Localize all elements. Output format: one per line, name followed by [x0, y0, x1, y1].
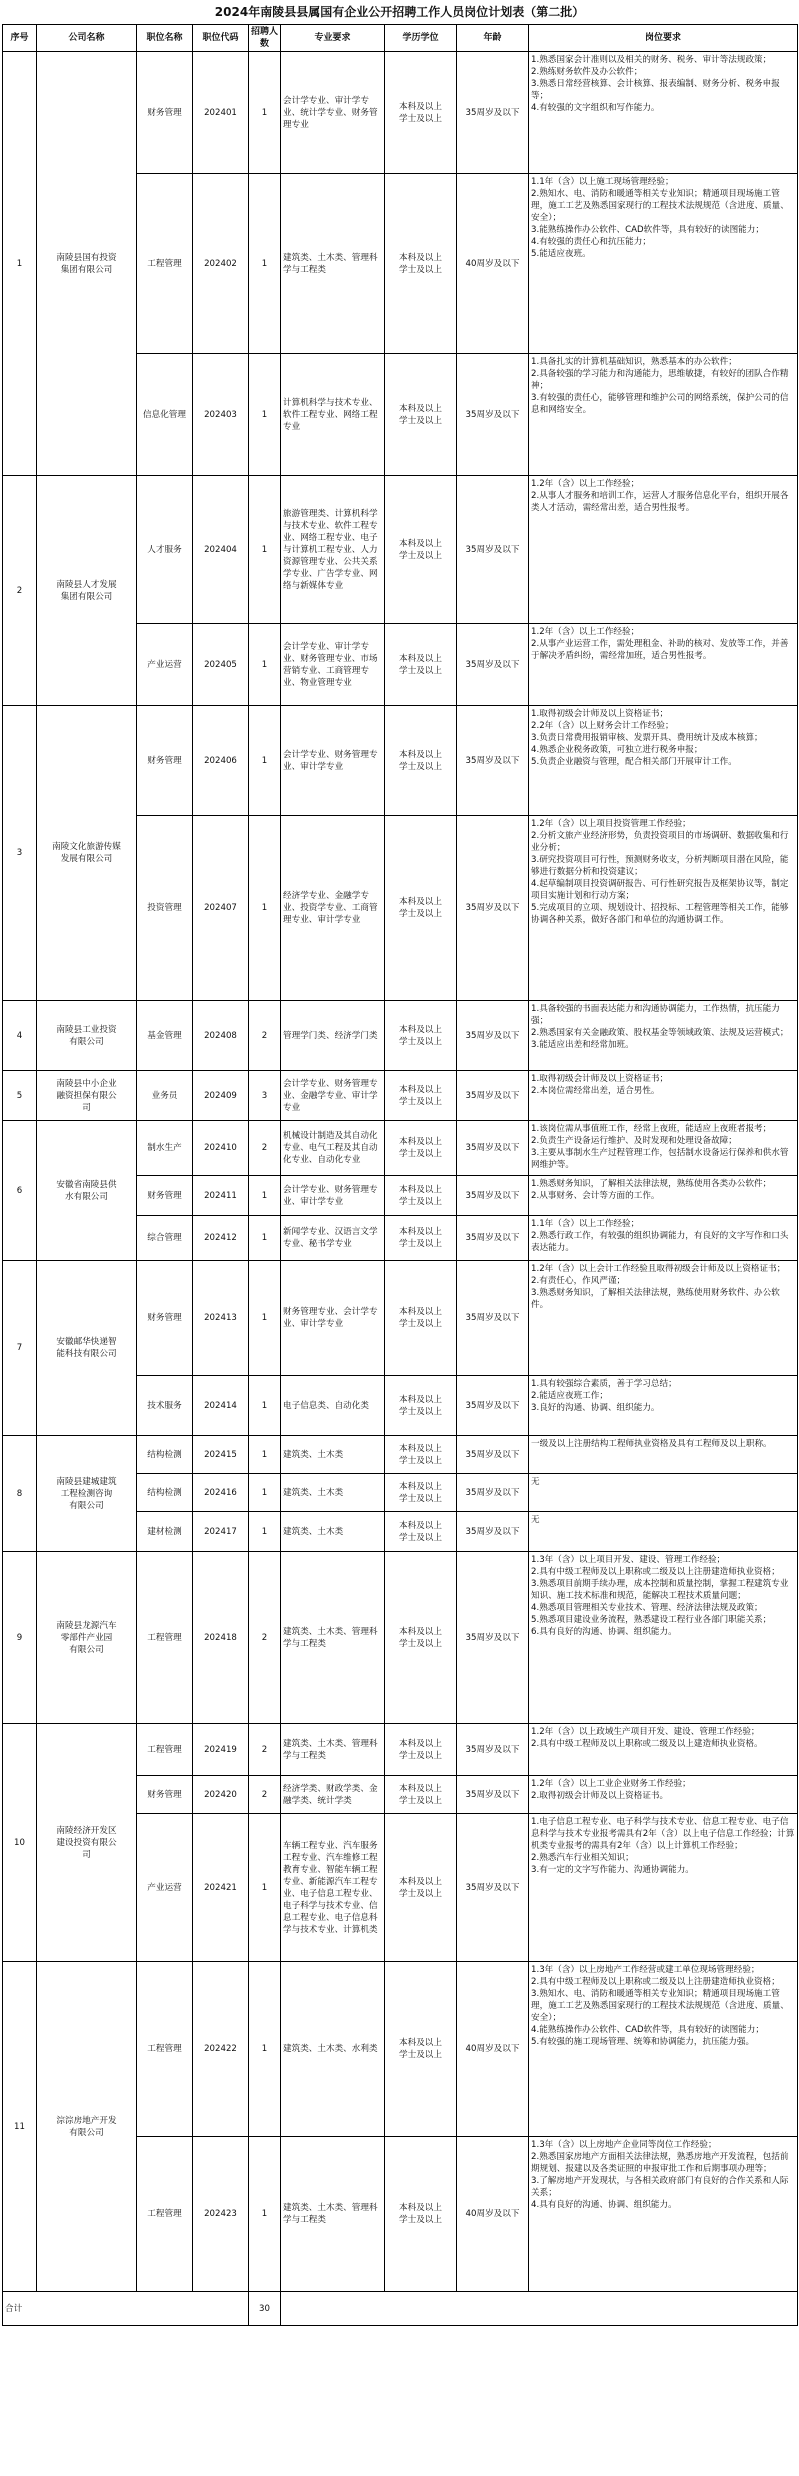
age-limit: 35周岁及以下: [457, 1376, 529, 1436]
major-requirement: 财务管理专业、会计学专业、审计学专业: [281, 1261, 385, 1376]
hire-count: 2: [249, 1552, 281, 1724]
job-requirement: 1.具备较强的书面表达能力和沟通协调能力，工作热情，抗压能力强； 2.熟悉国家有关金融政策、股权基金等领域政策、法规及运营模式； 3.能适应出差和经常加班。: [529, 1001, 798, 1071]
hire-count: 2: [249, 1001, 281, 1071]
company-name: 南陵文化旅游传媒 发展有限公司: [37, 706, 137, 1001]
job-requirement: 1.取得初级会计师及以上资格证书； 2.2年（含）以上财务会计工作经验； 3.负责日常费用报销审核、发票开具、费用统计及成本核算； 4.熟悉企业税务政策，可独立进行税务申报； 5.负责企业融资与管理，配合相关部门开展审计工作。: [529, 706, 798, 816]
column-header: 公司名称: [37, 25, 137, 52]
age-limit: 35周岁及以下: [457, 1724, 529, 1776]
hire-count: 1: [249, 1261, 281, 1376]
job-requirement: 1.该岗位需从事值班工作，经常上夜班，能适应上夜班者报考； 2.负责生产设备运行维护、及时发现和处理设备故障； 3.主要从事制水生产过程管理工作，包括制水设备运行保养和供水管网维护等。: [529, 1121, 798, 1176]
table-row: [3, 1436, 798, 1474]
job-code: 202401: [193, 52, 249, 174]
age-limit: 35周岁及以下: [457, 624, 529, 706]
job-title: 财务管理: [137, 1176, 193, 1216]
education-degree: 本科及以上 学士及以上: [385, 706, 457, 816]
job-requirement: 1.3年（含）以上房地产企业同等岗位工作经验； 2.熟悉国家房地产方面相关法律法规，熟悉房地产开发流程，包括前期规划、报建以及各类证照的申报审批工作和后期事项办理等； 3.了解房地产开发现状，与各相关政府部门有良好的合作关系和人际关系； 4.具有良好的沟通、协调、组织能力。: [529, 2137, 798, 2292]
table-row: [3, 1001, 798, 1071]
major-requirement: 建筑类、土木类: [281, 1474, 385, 1512]
company-name: 南陵县龙源汽车 零部件产业园 有限公司: [37, 1552, 137, 1724]
major-requirement: 新闻学专业、汉语言文学专业、秘书学专业: [281, 1216, 385, 1261]
company-name: 安徽省南陵县供 水有限公司: [37, 1121, 137, 1261]
job-requirement: 无: [529, 1512, 798, 1552]
major-requirement: 建筑类、土木类、管理科学与工程类: [281, 1552, 385, 1724]
job-requirement: 1.2年（含）以上工作经验； 2.从事产业运营工作，需处理租金、补助的核对、发放等工作，并善于解决矛盾纠纷，需经常加班，适合男性报考。: [529, 624, 798, 706]
education-degree: 本科及以上 学士及以上: [385, 1216, 457, 1261]
education-degree: 本科及以上 学士及以上: [385, 52, 457, 174]
column-header: 招聘人数: [249, 25, 281, 52]
column-header: 序号: [3, 25, 37, 52]
job-title: 财务管理: [137, 1261, 193, 1376]
major-requirement: 经济学专业、金融学专业、投资学专业、工商管理专业、审计学专业: [281, 816, 385, 1001]
hire-count: 1: [249, 174, 281, 354]
company-name: 南陵县人才发展 集团有限公司: [37, 476, 137, 706]
job-code: 202413: [193, 1261, 249, 1376]
row-number: 8: [3, 1436, 37, 1552]
age-limit: 35周岁及以下: [457, 1814, 529, 1962]
job-requirement: 1.3年（含）以上项目开发、建设、管理工作经验； 2.具有中级工程师及以上职称或二级及以上注册建造师执业资格； 3.熟悉项目前期手续办理，成本控制和质量控制，掌握工程建筑专业知识、施工技术标准和规范，能解决工程技术质量问题； 4.熟悉项目管理相关专业技术、管理、经济法律法规及政策； 5.熟悉项目建设业务流程，熟悉建设工程行业各部门职能关系； 6.具有良好的沟通、协调、组织能力。: [529, 1552, 798, 1724]
row-number: 11: [3, 1962, 37, 2292]
table-row: [3, 1552, 798, 1724]
column-header: 职位名称: [137, 25, 193, 52]
total-label: 合计: [3, 2292, 249, 2326]
table-row: [3, 52, 798, 174]
age-limit: 35周岁及以下: [457, 354, 529, 476]
hire-count: 1: [249, 1436, 281, 1474]
job-code: 202411: [193, 1176, 249, 1216]
table-row: [3, 706, 798, 816]
job-code: 202416: [193, 1474, 249, 1512]
hire-count: 1: [249, 1176, 281, 1216]
hire-count: 2: [249, 1121, 281, 1176]
job-code: 202407: [193, 816, 249, 1001]
job-code: 202418: [193, 1552, 249, 1724]
education-degree: 本科及以上 学士及以上: [385, 2137, 457, 2292]
job-code: 202404: [193, 476, 249, 624]
job-requirement: 无: [529, 1474, 798, 1512]
age-limit: 35周岁及以下: [457, 816, 529, 1001]
page-title: 2024年南陵县县属国有企业公开招聘工作人员岗位计划表（第二批）: [214, 5, 585, 19]
age-limit: 35周岁及以下: [457, 1552, 529, 1724]
job-requirement: 1.1年（含）以上工作经验； 2.熟悉行政工作，有较强的组织协调能力，有良好的文字写作和口头表达能力。: [529, 1216, 798, 1261]
education-degree: 本科及以上 学士及以上: [385, 1436, 457, 1474]
education-degree: 本科及以上 学士及以上: [385, 1552, 457, 1724]
total-row: [3, 2292, 798, 2326]
hire-count: 1: [249, 1962, 281, 2137]
job-code: 202405: [193, 624, 249, 706]
job-title: 建材检测: [137, 1512, 193, 1552]
table-row: [3, 1962, 798, 2137]
column-header: 学历学位: [385, 25, 457, 52]
education-degree: 本科及以上 学士及以上: [385, 1512, 457, 1552]
job-title: 结构检测: [137, 1474, 193, 1512]
row-number: 3: [3, 706, 37, 1001]
hire-count: 2: [249, 1776, 281, 1814]
job-requirement: 1.2年（含）以上工作经验； 2.从事人才服务和培训工作，运营人才服务信息化平台，组织开展各类人才活动，需经常出差，适合男性报考。: [529, 476, 798, 624]
major-requirement: 会计学专业、财务管理专业、审计学专业: [281, 706, 385, 816]
total-count: 30: [249, 2292, 281, 2326]
company-name: 淙淙房地产开发 有限公司: [37, 1962, 137, 2292]
job-code: 202408: [193, 1001, 249, 1071]
education-degree: 本科及以上 学士及以上: [385, 624, 457, 706]
hire-count: 1: [249, 706, 281, 816]
job-requirement: 1.具备扎实的计算机基础知识，熟悉基本的办公软件； 2.具备较强的学习能力和沟通能力，思维敏捷，有较好的团队合作精神； 3.有较强的责任心，能够管理和维护公司的网络系统，保护公司的信息和网络安全。: [529, 354, 798, 476]
major-requirement: 建筑类、土木类、水利类: [281, 1962, 385, 2137]
major-requirement: 机械设计制造及其自动化专业、电气工程及其自动化专业、自动化专业: [281, 1121, 385, 1176]
hire-count: 1: [249, 816, 281, 1001]
hire-count: 1: [249, 1376, 281, 1436]
job-code: 202406: [193, 706, 249, 816]
row-number: 4: [3, 1001, 37, 1071]
job-title: 投资管理: [137, 816, 193, 1001]
education-degree: 本科及以上 学士及以上: [385, 174, 457, 354]
hire-count: 1: [249, 1216, 281, 1261]
company-name: 南陵经济开发区 建设投资有限公 司: [37, 1724, 137, 1962]
job-code: 202420: [193, 1776, 249, 1814]
age-limit: 40周岁及以下: [457, 2137, 529, 2292]
education-degree: 本科及以上 学士及以上: [385, 1724, 457, 1776]
education-degree: 本科及以上 学士及以上: [385, 1261, 457, 1376]
company-name: 安徽邮华快递智 能科技有限公司: [37, 1261, 137, 1436]
major-requirement: 会计学专业、审计学专业、财务管理专业、市场营销专业、工商管理专业、物业管理专业: [281, 624, 385, 706]
education-degree: 本科及以上 学士及以上: [385, 1962, 457, 2137]
major-requirement: 会计学专业、审计学专业、统计学专业、财务管理专业: [281, 52, 385, 174]
age-limit: 35周岁及以下: [457, 1121, 529, 1176]
job-requirement: 1.3年（含）以上房地产工作经营或建工单位现场管理经验； 2.具有中级工程师及以上职称或二级及以上注册建造师执业资格； 3.熟知水、电、消防和暖通等相关专业知识；精通项目现场施工管理，施工工艺及熟悉国家现行的工程技术法规规范（含进度、质量、安全）； 4.能熟练操作办公软件、CAD软件等，具有较好的读图能力； 5.有较强的施工现场管理、统筹和协调能力，抗压能力强。: [529, 1962, 798, 2137]
age-limit: 35周岁及以下: [457, 1001, 529, 1071]
job-title: 财务管理: [137, 706, 193, 816]
hire-count: 1: [249, 52, 281, 174]
education-degree: 本科及以上 学士及以上: [385, 1001, 457, 1071]
company-name: 南陵县国有投资 集团有限公司: [37, 52, 137, 476]
major-requirement: 旅游管理类、计算机科学与技术专业、软件工程专业、网络工程专业、电子与计算机工程专业、人力资源管理专业、公共关系学专业、广告学专业、网络与新媒体专业: [281, 476, 385, 624]
job-title: 产业运营: [137, 1814, 193, 1962]
job-title: 基金管理: [137, 1001, 193, 1071]
job-requirement: 1.电子信息工程专业、电子科学与技术专业、信息工程专业、电子信息科学与技术专业报考需具有2年（含）以上电子信息工作经验；计算机类专业报考的需具有2年（含）以上计算机工作经验； 2.熟悉汽车行业相关知识； 3.有一定的文字写作能力、沟通协调能力。: [529, 1814, 798, 1962]
column-header: 职位代码: [193, 25, 249, 52]
age-limit: 35周岁及以下: [457, 1436, 529, 1474]
job-code: 202419: [193, 1724, 249, 1776]
job-title: 产业运营: [137, 624, 193, 706]
education-degree: 本科及以上 学士及以上: [385, 1071, 457, 1121]
row-number: 2: [3, 476, 37, 706]
hire-count: 1: [249, 1814, 281, 1962]
table-row: [3, 1724, 798, 1776]
job-requirement: 1.2年（含）以上政域生产项目开发、建设、管理工作经验； 2.具有中级工程师及以上职称或二级及以上建造师执业资格。: [529, 1724, 798, 1776]
job-code: 202403: [193, 354, 249, 476]
job-requirement: 1.具有较强综合素质，善于学习总结； 2.能适应夜班工作； 3.良好的沟通、协调、组织能力。: [529, 1376, 798, 1436]
company-name: 南陵县中小企业 融资担保有限公 司: [37, 1071, 137, 1121]
job-code: 202410: [193, 1121, 249, 1176]
age-limit: 40周岁及以下: [457, 1962, 529, 2137]
job-title: 工程管理: [137, 1724, 193, 1776]
education-degree: 本科及以上 学士及以上: [385, 1474, 457, 1512]
row-number: 10: [3, 1724, 37, 1962]
major-requirement: 建筑类、土木类: [281, 1436, 385, 1474]
job-title: 财务管理: [137, 52, 193, 174]
job-title: 综合管理: [137, 1216, 193, 1261]
hire-count: 2: [249, 1724, 281, 1776]
job-requirement: 1.熟悉财务知识，了解相关法律法规，熟练使用各类办公软件； 2.从事财务、会计等方面的工作。: [529, 1176, 798, 1216]
job-requirement: 1.2年（含）以上工业企业财务工作经验； 2.取得初级会计师及以上资格证书。: [529, 1776, 798, 1814]
job-title: 财务管理: [137, 1776, 193, 1814]
job-requirement: 1.熟悉国家会计准则以及相关的财务、税务、审计等法规政策； 2.熟练财务软件及办公软件； 3.熟悉日常经营核算、会计核算、报表编制、财务分析、税务申报等； 4.有较强的文字组织和写作能力。: [529, 52, 798, 174]
job-code: 202415: [193, 1436, 249, 1474]
age-limit: 35周岁及以下: [457, 1776, 529, 1814]
major-requirement: 经济学类、财政学类、金融学类、统计学类: [281, 1776, 385, 1814]
age-limit: 35周岁及以下: [457, 1071, 529, 1121]
hire-count: 1: [249, 2137, 281, 2292]
company-name: 南陵县工业投资 有限公司: [37, 1001, 137, 1071]
hire-count: 1: [249, 476, 281, 624]
job-code: 202402: [193, 174, 249, 354]
major-requirement: 电子信息类、自动化类: [281, 1376, 385, 1436]
job-code: 202409: [193, 1071, 249, 1121]
education-degree: 本科及以上 学士及以上: [385, 1176, 457, 1216]
age-limit: 35周岁及以下: [457, 1474, 529, 1512]
job-title: 信息化管理: [137, 354, 193, 476]
hire-count: 3: [249, 1071, 281, 1121]
major-requirement: 管理学门类、经济学门类: [281, 1001, 385, 1071]
major-requirement: 车辆工程专业、汽车服务工程专业、汽车维修工程教育专业、智能车辆工程专业、新能源汽车工程专业、电子信息工程专业、电子科学与技术专业、信息工程专业、电子信息科学与技术专业、计算机类: [281, 1814, 385, 1962]
age-limit: 40周岁及以下: [457, 174, 529, 354]
row-number: 6: [3, 1121, 37, 1261]
row-number: 9: [3, 1552, 37, 1724]
table-row: [3, 1261, 798, 1376]
table-row: [3, 1071, 798, 1121]
row-number: 5: [3, 1071, 37, 1121]
major-requirement: 会计学专业、财务管理专业、审计学专业: [281, 1176, 385, 1216]
recruitment-plan-table: [2, 24, 798, 2326]
education-degree: 本科及以上 学士及以上: [385, 1376, 457, 1436]
table-row: [3, 1121, 798, 1176]
job-requirement: 1.2年（含）以上项目投资管理工作经验； 2.分析文旅产业经济形势，负责投资项目的市场调研、数据收集和行业分析； 3.研究投资项目可行性，预测财务收支，分析判断项目潜在风险，能够进行数据分析和投资建议； 4.起草编制项目投资调研报告、可行性研究报告及框架协议等，制定项目实施计划和行动方案； 5.完成项目的立项、规划设计、招投标、工程管理等相关工作，能够协调各种关系，做好各部门和单位的沟通协调工作。: [529, 816, 798, 1001]
job-title: 结构检测: [137, 1436, 193, 1474]
hire-count: 1: [249, 354, 281, 476]
job-title: 工程管理: [137, 1552, 193, 1724]
major-requirement: 会计学专业、财务管理专业、金融学专业、审计学专业: [281, 1071, 385, 1121]
job-title: 制水生产: [137, 1121, 193, 1176]
column-header: 年龄: [457, 25, 529, 52]
company-name: 南陵县建城建筑 工程检测咨询 有限公司: [37, 1436, 137, 1552]
job-code: 202421: [193, 1814, 249, 1962]
job-title: 工程管理: [137, 174, 193, 354]
major-requirement: 建筑类、土木类: [281, 1512, 385, 1552]
education-degree: 本科及以上 学士及以上: [385, 1776, 457, 1814]
job-code: 202417: [193, 1512, 249, 1552]
education-degree: 本科及以上 学士及以上: [385, 354, 457, 476]
job-title: 业务员: [137, 1071, 193, 1121]
job-title: 人才服务: [137, 476, 193, 624]
age-limit: 35周岁及以下: [457, 706, 529, 816]
age-limit: 35周岁及以下: [457, 1261, 529, 1376]
column-header: 专业要求: [281, 25, 385, 52]
row-number: 1: [3, 52, 37, 476]
hire-count: 1: [249, 1474, 281, 1512]
major-requirement: 建筑类、土木类、管理科学与工程类: [281, 174, 385, 354]
age-limit: 35周岁及以下: [457, 476, 529, 624]
table-body: [3, 52, 798, 2326]
job-requirement: 1.2年（含）以上会计工作经验且取得初级会计师及以上资格证书； 2.有责任心，作风严谨； 3.熟悉财务知识，了解相关法律法规，熟练使用财务软件、办公软件。: [529, 1261, 798, 1376]
job-title: 技术服务: [137, 1376, 193, 1436]
row-number: 7: [3, 1261, 37, 1436]
job-code: 202422: [193, 1962, 249, 2137]
education-degree: 本科及以上 学士及以上: [385, 1814, 457, 1962]
age-limit: 35周岁及以下: [457, 1176, 529, 1216]
education-degree: 本科及以上 学士及以上: [385, 816, 457, 1001]
age-limit: 35周岁及以下: [457, 52, 529, 174]
major-requirement: 计算机科学与技术专业、软件工程专业、网络工程专业: [281, 354, 385, 476]
major-requirement: 建筑类、土木类、管理科学与工程类: [281, 2137, 385, 2292]
total-filler: [281, 2292, 798, 2326]
table-header-row: [3, 25, 798, 52]
education-degree: 本科及以上 学士及以上: [385, 1121, 457, 1176]
job-requirement: 一级及以上注册结构工程师执业资格及具有工程师及以上职称。: [529, 1436, 798, 1474]
hire-count: 1: [249, 624, 281, 706]
job-code: 202412: [193, 1216, 249, 1261]
job-requirement: 1.取得初级会计师及以上资格证书； 2.本岗位需经常出差，适合男性。: [529, 1071, 798, 1121]
hire-count: 1: [249, 1512, 281, 1552]
age-limit: 35周岁及以下: [457, 1216, 529, 1261]
job-code: 202423: [193, 2137, 249, 2292]
job-code: 202414: [193, 1376, 249, 1436]
column-header: 岗位要求: [529, 25, 798, 52]
age-limit: 35周岁及以下: [457, 1512, 529, 1552]
table-row: [3, 476, 798, 624]
job-requirement: 1.1年（含）以上施工现场管理经验； 2.熟知水、电、消防和暖通等相关专业知识；精通项目现场施工管理，施工工艺及熟悉国家现行的工程技术法规规范（含进度、质量、安全）； 3.能熟练操作办公软件、CAD软件等，具有较好的读图能力； 4.有较强的责任心和抗压能力； 5.能适应夜班。: [529, 174, 798, 354]
job-title: 工程管理: [137, 2137, 193, 2292]
education-degree: 本科及以上 学士及以上: [385, 476, 457, 624]
major-requirement: 建筑类、土木类、管理科学与工程类: [281, 1724, 385, 1776]
job-title: 工程管理: [137, 1962, 193, 2137]
